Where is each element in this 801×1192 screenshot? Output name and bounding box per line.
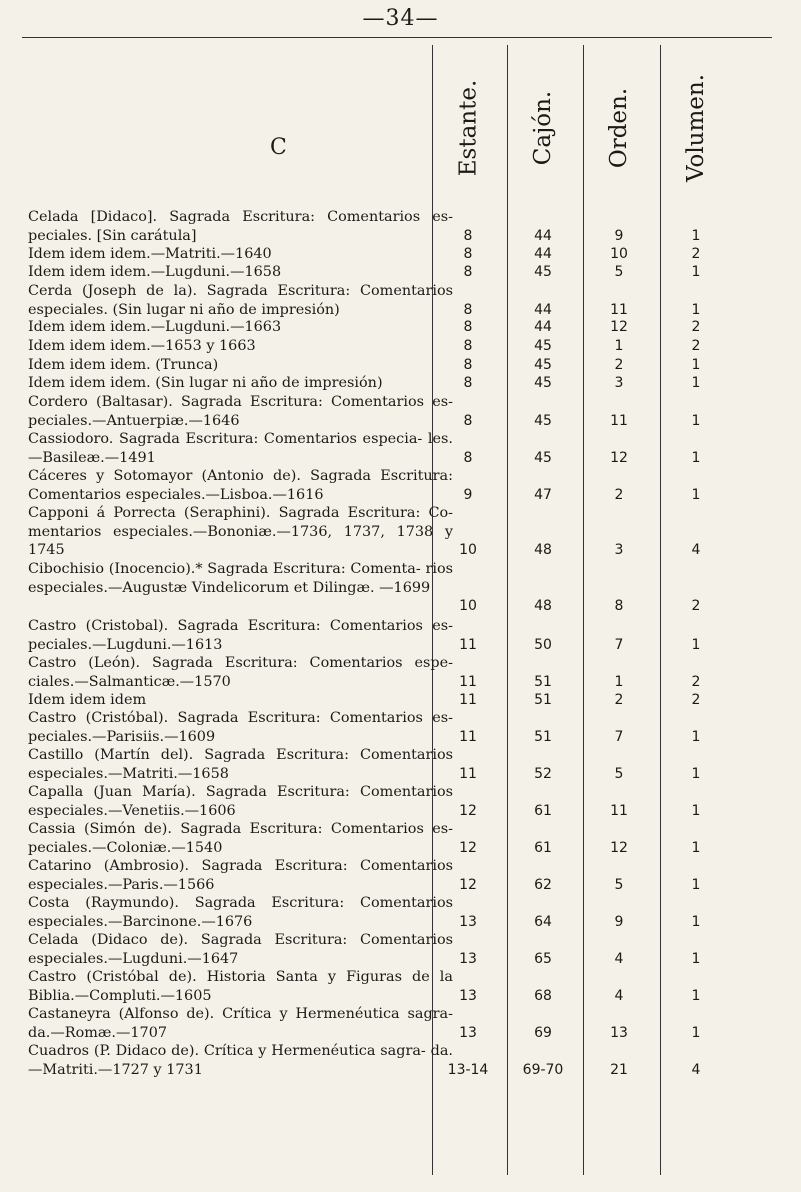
entry-text: Cuadros (P. Didaco de). Crítica y Hermenéutica sagra- da.—Matriti.—1727 y 1731 [28,1043,453,1078]
estante-value: 8 [463,357,473,373]
estante-value: 8 [463,449,473,466]
orden-value: 7 [614,728,624,745]
volumen-value: 2 [691,673,701,690]
orden-value: 1 [614,673,624,690]
volumen-value: 4 [691,542,701,558]
volumen-value: 1 [691,728,701,745]
cajon-value: 51 [534,692,552,708]
volumen-value: 1 [691,486,701,503]
orden-value: 11 [610,412,628,429]
cajon-value: 52 [534,765,552,782]
estante-value: 11 [459,673,477,690]
entry-text: Idem idem idem.—1653 y 1663 [28,338,256,354]
cajon-value: 61 [534,839,552,856]
cajon-value: 51 [534,728,552,745]
estante-value: 8 [463,301,473,318]
volumen-value: 2 [691,319,701,335]
orden-value: 5 [614,765,624,782]
orden-value: 12 [610,449,628,466]
orden-value: 21 [610,1061,628,1078]
estante-value: 8 [463,264,473,280]
cajon-value: 68 [534,987,552,1004]
table-row [28,393,768,430]
entry-text: Castillo (Martín del). Sagrada Escritura: Comentarios especiales.—Matriti.—1658 [28,747,453,782]
page-number: —34— [362,6,439,31]
volumen-value: 1 [691,412,701,429]
volumen-value: 1 [691,375,701,391]
column-header-estante: Estante. [455,79,481,176]
table-row [28,857,768,894]
volumen-value: 1 [691,802,701,819]
entry-text: Idem idem idem. (Sin lugar ni año de impresión) [28,375,383,391]
section-letter: C [270,135,287,160]
cajon-value: 51 [534,673,552,690]
cajon-value: 69 [534,1024,552,1041]
entry-text: Cáceres y Sotomayor (Antonio de). Sagrada Escritura: Comentarios especiales.—Lisboa.—1616 [28,468,453,503]
entry-text: Celada [Didaco]. Sagrada Escritura: Comentarios es- peciales. [Sin carátula] [28,209,453,244]
entry-text: Cibochisio (Inocencio).* Sagrada Escritura: Comenta- rios especiales.—Augustæ Vindelicorum et Dilingæ. —1699 [28,561,453,596]
orden-value: 3 [614,375,624,391]
volumen-value: 1 [691,449,701,466]
table-row [28,968,768,1005]
orden-value: 1 [614,338,624,354]
entry-text: Cerda (Joseph de la). Sagrada Escritura: Comentarios especiales. (Sin lugar ni año de impresión) [28,283,453,318]
table-row [28,337,768,356]
estante-value: 13 [459,913,477,930]
estante-value: 13 [459,950,477,967]
table-row [28,560,768,616]
cajon-value: 45 [534,357,552,373]
table-row [28,282,768,319]
estante-value: 10 [459,542,477,558]
table-row [28,931,768,968]
volumen-value: 1 [691,876,701,893]
estante-value: 13 [459,987,477,1004]
orden-value: 9 [614,227,624,244]
table-row [28,245,768,264]
orden-value: 10 [610,246,628,262]
orden-value: 2 [614,692,624,708]
entry-text: Idem idem idem [28,692,147,708]
estante-value: 11 [459,692,477,708]
orden-value: 5 [614,876,624,893]
cajon-value: 48 [534,542,552,558]
orden-value: 13 [610,1024,628,1041]
column-header-volumen: Volumen. [683,73,709,182]
estante-value: 11 [459,636,477,653]
orden-value: 9 [614,913,624,930]
cajon-value: 45 [534,375,552,391]
cajon-value: 65 [534,950,552,967]
estante-value: 8 [463,246,473,262]
estante-value: 8 [463,227,473,244]
entry-text: Idem idem idem.—Lugduni.—1663 [28,319,282,335]
cajon-value: 50 [534,636,552,653]
orden-value: 3 [614,542,624,558]
estante-value: 11 [459,728,477,745]
volumen-value: 2 [691,692,701,708]
volumen-value: 1 [691,987,701,1004]
cajon-value: 47 [534,486,552,503]
volumen-value: 1 [691,765,701,782]
entry-text: Castro (León). Sagrada Escritura: Comentarios espe- ciales.—Salmanticæ.—1570 [28,655,453,690]
estante-value: 12 [459,839,477,856]
table-row [28,504,768,560]
orden-value: 5 [614,264,624,280]
volumen-value: 2 [691,246,701,262]
table-row [28,654,768,691]
volumen-value: 1 [691,636,701,653]
cajon-value: 44 [534,319,552,335]
table-row [28,1042,768,1079]
estante-value: 10 [459,598,477,614]
orden-value: 12 [610,839,628,856]
entry-text: Cassiodoro. Sagrada Escritura: Comentarios especia- les.—Basileæ.—1491 [28,431,453,466]
table-row [28,374,768,393]
top-rule [22,37,772,38]
table-row [28,783,768,820]
cajon-value: 44 [534,301,552,318]
cajon-value: 62 [534,876,552,893]
entry-text: Celada (Didaco de). Sagrada Escritura: Comentarios especiales.—Lugduni.—1647 [28,932,453,967]
volumen-value: 1 [691,913,701,930]
estante-value: 8 [463,338,473,354]
orden-value: 2 [614,486,624,503]
orden-value: 12 [610,319,628,335]
volumen-value: 1 [691,1024,701,1041]
cajon-value: 45 [534,412,552,429]
entry-text: Castro (Cristóbal de). Historia Santa y Figuras de la Biblia.—Compluti.—1605 [28,969,453,1004]
cajon-value: 45 [534,338,552,354]
entry-text: Catarino (Ambrosio). Sagrada Escritura: Comentarios especiales.—Paris.—1566 [28,858,453,893]
volumen-value: 4 [691,1061,701,1078]
table-row [28,820,768,857]
entry-text: Cassia (Simón de). Sagrada Escritura: Comentarios es- peciales.—Coloniæ.—1540 [28,821,453,856]
cajon-value: 48 [534,598,552,614]
cajon-value: 69-70 [522,1061,564,1078]
table-row [28,691,768,710]
entry-text: Idem idem idem.—Matriti.—1640 [28,246,272,262]
estante-value: 8 [463,375,473,391]
entry-text: Castro (Cristobal). Sagrada Escritura: Comentarios es- peciales.—Lugduni.—1613 [28,618,453,653]
entry-text: Idem idem idem.—Lugduni.—1658 [28,264,282,280]
cajon-value: 61 [534,802,552,819]
table-row [28,208,768,245]
cajon-value: 45 [534,264,552,280]
table-row [28,356,768,375]
orden-value: 7 [614,636,624,653]
entry-text: Castro (Cristóbal). Sagrada Escritura: Comentarios es- peciales.—Parisiis.—1609 [28,710,453,745]
entry-text: Capponi á Porrecta (Seraphini). Sagrada Escritura: Co- mentarios especiales.—Bononiæ.—1736, 1737, 1738 y 1745 [28,505,453,558]
volumen-value: 1 [691,264,701,280]
cajon-value: 45 [534,449,552,466]
estante-value: 8 [463,412,473,429]
volumen-value: 1 [691,227,701,244]
volumen-value: 1 [691,839,701,856]
column-header-orden: Orden. [606,87,632,168]
entry-text: Cordero (Baltasar). Sagrada Escritura: Comentarios es- peciales.—Antuerpiæ.—1646 [28,394,453,429]
estante-value: 13 [459,1024,477,1041]
table-row [28,709,768,746]
table-row [28,894,768,931]
table-row [28,746,768,783]
entry-text: Costa (Raymundo). Sagrada Escritura: Comentarios especiales.—Barcinone.—1676 [28,895,453,930]
orden-value: 4 [614,950,624,967]
orden-value: 11 [610,802,628,819]
estante-value: 11 [459,765,477,782]
orden-value: 11 [610,301,628,318]
orden-value: 2 [614,357,624,373]
entry-text: Capalla (Juan María). Sagrada Escritura: Comentarios especiales.—Venetiis.—1606 [28,784,453,819]
volumen-value: 1 [691,357,701,373]
volumen-value: 1 [691,301,701,318]
estante-value: 9 [463,486,473,503]
table-row [28,318,768,337]
entry-text: Castaneyra (Alfonso de). Crítica y Hermenéutica sagra- da.—Romæ.—1707 [28,1006,453,1041]
table-row [28,1005,768,1042]
cajon-value: 64 [534,913,552,930]
estante-value: 8 [463,319,473,335]
table-row [28,617,768,654]
orden-value: 8 [614,598,624,614]
volumen-value: 2 [691,598,701,614]
cajon-value: 44 [534,246,552,262]
orden-value: 4 [614,987,624,1004]
volumen-value: 2 [691,338,701,354]
cajon-value: 44 [534,227,552,244]
table-row [28,430,768,467]
estante-value: 13-14 [447,1061,489,1078]
volumen-value: 1 [691,950,701,967]
estante-value: 12 [459,876,477,893]
entry-text: Idem idem idem. (Trunca) [28,357,219,373]
column-header-cajon: Cajón. [530,90,557,165]
table-row [28,263,768,282]
table-row [28,467,768,504]
estante-value: 12 [459,802,477,819]
